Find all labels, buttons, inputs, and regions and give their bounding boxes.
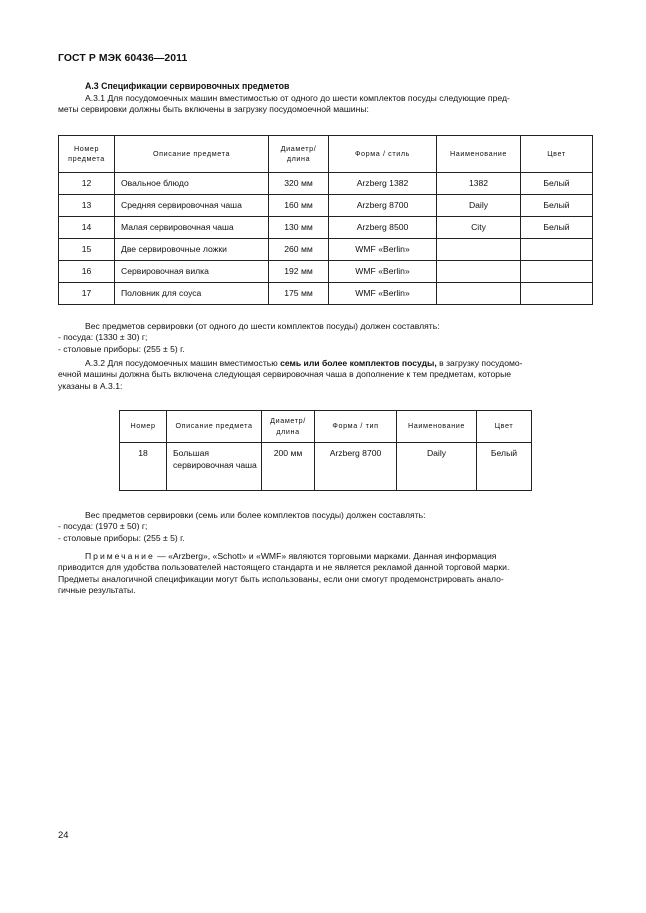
page-number: 24 (58, 829, 69, 840)
cell-color: Белый (521, 173, 593, 195)
col-header-form: Форма / тип (315, 411, 397, 443)
table-row (59, 173, 593, 195)
table-row (120, 443, 532, 491)
note-line-2: приводится для удобства пользователей настоящего стандарта и не является рекламой данной торговой марки. (58, 562, 510, 573)
a32-lead: А.3.2 Для посудомоечных машин вместимостью (85, 358, 281, 368)
cell-number: 15 (59, 239, 115, 261)
col-header-form: Форма / стиль (329, 136, 437, 173)
col-header-description: Описание предмета (167, 411, 262, 443)
cell-number: 13 (59, 195, 115, 217)
cell-description: Большая сервировочная чаша (167, 443, 262, 491)
weights-block-1 (58, 321, 592, 355)
a32-rest: в загрузку посудомо- (436, 358, 523, 368)
a32-bold: семь или более комплектов посуды, (280, 358, 437, 368)
note-block (58, 551, 592, 596)
cell-name (437, 283, 521, 305)
section-intro (58, 93, 592, 116)
col-header-name: Наименование (397, 411, 477, 443)
cell-description: Две сервировочные ложки (115, 239, 269, 261)
col-header-number: Номер предмета (59, 136, 115, 173)
cell-description: Половник для соуса (115, 283, 269, 305)
col-header-diameter: Диаметр/ длина (262, 411, 315, 443)
table-row (59, 217, 593, 239)
cell-diameter: 200 мм (262, 443, 315, 491)
table-row (59, 239, 593, 261)
weights-intro: Вес предметов сервировки (семь или более комплектов посуды) должен составлять: (85, 510, 426, 520)
cell-form: WMF «Berlin» (329, 239, 437, 261)
cell-name: Daily (397, 443, 477, 491)
cell-color: Белый (521, 195, 593, 217)
cell-color: Белый (521, 217, 593, 239)
cell-diameter: 320 мм (269, 173, 329, 195)
note-line-3: Предметы аналогичной спецификации могут быть использованы, если они смогут продемонстрировать анало- (58, 573, 504, 584)
paragraph-a32 (58, 358, 592, 392)
weights-dishes: - посуда: (1970 ± 50) г; (58, 521, 148, 532)
cell-color (521, 239, 593, 261)
cell-form: Arzberg 8500 (329, 217, 437, 239)
col-header-name: Наименование (437, 136, 521, 173)
cell-number: 16 (59, 261, 115, 283)
table-header-row (120, 411, 532, 443)
cell-diameter: 160 мм (269, 195, 329, 217)
weights-cutlery: - столовые приборы: (255 ± 5) г. (58, 343, 185, 354)
cell-name: Daily (437, 195, 521, 217)
cell-form: WMF «Berlin» (329, 283, 437, 305)
cell-color (521, 261, 593, 283)
cell-diameter: 175 мм (269, 283, 329, 305)
cell-form: Arzberg 1382 (329, 173, 437, 195)
cell-name (437, 239, 521, 261)
weights-dishes: - посуда: (1330 ± 30) г; (58, 332, 148, 343)
table-row (59, 261, 593, 283)
intro-line-2: меты сервировки должны быть включены в загрузку посудомоечной машины: (58, 104, 369, 115)
cell-number: 17 (59, 283, 115, 305)
cell-number: 12 (59, 173, 115, 195)
section-title: А.3 Спецификации сервировочных предметов (85, 81, 290, 91)
intro-line-1: А.3.1 Для посудомоечных машин вместимостью от одного до шести комплектов посуды следующие пред- (85, 93, 510, 103)
cell-description: Овальное блюдо (115, 173, 269, 195)
large-bowl-table (119, 410, 532, 491)
cell-name: City (437, 217, 521, 239)
document-title: ГОСТ Р МЭК 60436—2011 (58, 53, 188, 64)
cell-color (521, 283, 593, 305)
cell-diameter: 192 мм (269, 261, 329, 283)
cell-form: WMF «Berlin» (329, 261, 437, 283)
note-label: Примечание (85, 551, 155, 561)
cell-name: 1382 (437, 173, 521, 195)
a32-line-1 (58, 358, 592, 369)
a32-line-3: указаны в А.3.1: (58, 380, 123, 391)
note-text-1: — «Arzberg», «Schott» и «WMF» являются торговыми марками. Данная информация (154, 551, 497, 561)
table-row (59, 283, 593, 305)
table-row (59, 195, 593, 217)
a32-line-2: ечной машины должна быть включена следующая сервировочная чаша в дополнение к тем предметам, которые (58, 369, 512, 380)
col-header-description: Описание предмета (115, 136, 269, 173)
note-line-1 (58, 551, 592, 562)
cell-description: Сервировочная вилка (115, 261, 269, 283)
cell-diameter: 130 мм (269, 217, 329, 239)
cell-description: Средняя сервировочная чаша (115, 195, 269, 217)
weights-intro: Вес предметов сервировки (от одного до шести комплектов посуды) должен составлять: (85, 321, 440, 331)
cell-form: Arzberg 8700 (329, 195, 437, 217)
col-header-number: Номер (120, 411, 167, 443)
serving-items-table (58, 135, 593, 305)
cell-description: Малая сервировочная чаша (115, 217, 269, 239)
col-header-diameter: Диаметр/ длина (269, 136, 329, 173)
weights-block-2 (58, 510, 592, 544)
col-header-color: Цвет (477, 411, 532, 443)
cell-number: 14 (59, 217, 115, 239)
weights-cutlery: - столовые приборы: (255 ± 5) г. (58, 532, 185, 543)
cell-form: Arzberg 8700 (315, 443, 397, 491)
col-header-color: Цвет (521, 136, 593, 173)
cell-name (437, 261, 521, 283)
cell-number: 18 (120, 443, 167, 491)
table-header-row (59, 136, 593, 173)
note-line-4: гичные результаты. (58, 585, 136, 596)
cell-diameter: 260 мм (269, 239, 329, 261)
cell-color: Белый (477, 443, 532, 491)
